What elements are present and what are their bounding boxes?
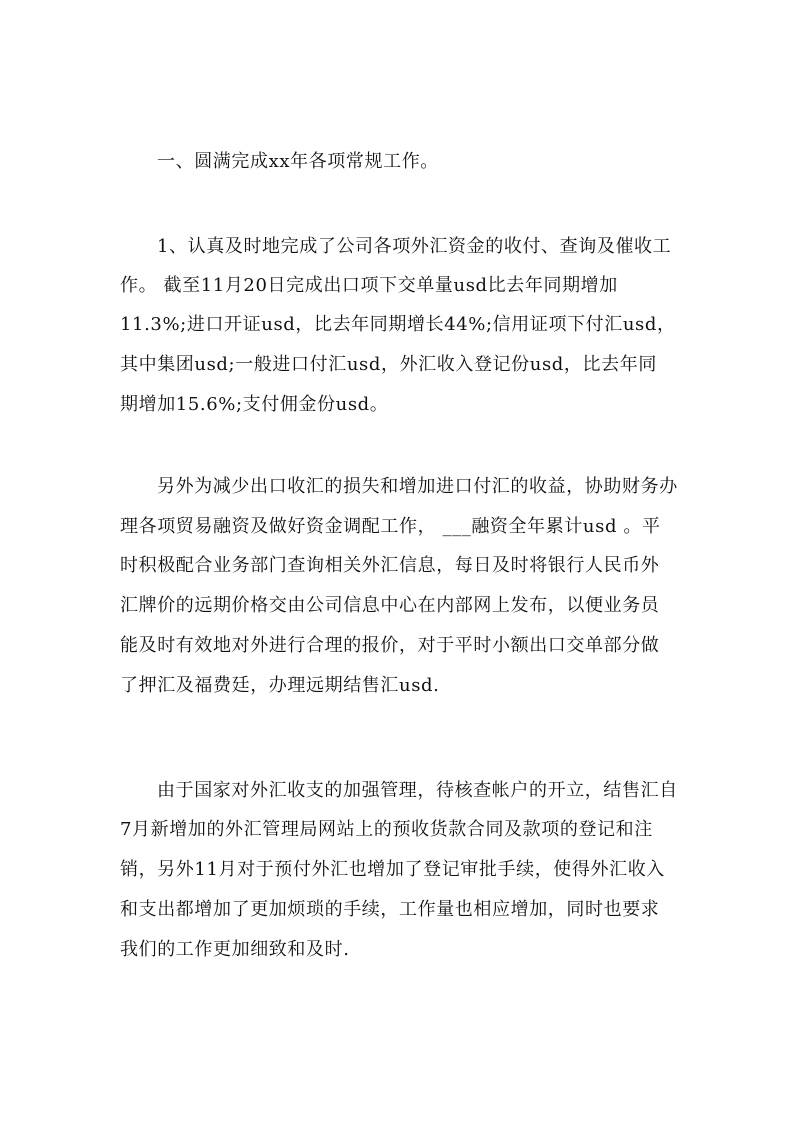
- paragraph-line: 能及时有效地对外进行合理的报价，对于平时小额出口交单部分做: [120, 635, 660, 656]
- section-heading: 一、圆满完成xx年各项常规工作。: [157, 151, 439, 172]
- paragraph-line: 我们的工作更加细致和及时.: [120, 939, 350, 960]
- paragraph-line: 另外为减少出口收汇的损失和增加进口付汇的收益，协助财务办: [157, 476, 678, 497]
- paragraph-line: 和支出都增加了更加烦琐的手续，工作量也相应增加，同时也要求: [120, 899, 660, 920]
- paragraph-line: 了押汇及福费廷，办理远期结售汇usd.: [120, 675, 440, 696]
- paragraph-line: 销，另外11月对于预付外汇也增加了登记审批手续，使得外汇收入: [120, 859, 665, 880]
- paragraph-line: 11.3%;进口开证usd，比去年同期增长44%;信用证项下付汇usd，: [120, 314, 676, 335]
- paragraph-line: 作。 截至11月20日完成出口项下交单量usd比去年同期增加: [120, 275, 618, 296]
- paragraph-line: 由于国家对外汇收支的加强管理，待核查帐户的开立，结售汇自: [157, 780, 678, 801]
- paragraph-line: 其中集团usd;一般进口付汇usd，外汇收入登记份usd，比去年同: [120, 354, 657, 375]
- paragraph-line: 理各项贸易融资及做好资金调配工作， ___融资全年累计usd 。平: [120, 516, 661, 537]
- paragraph-line: 时积极配合业务部门查询相关外汇信息，每日及时将银行人民币外: [120, 555, 660, 576]
- paragraph-line: 期增加15.6%;支付佣金份usd。: [120, 394, 389, 415]
- paragraph-line: 7月新增加的外汇管理局网站上的预收货款合同及款项的登记和注: [120, 819, 653, 840]
- paragraph-line: 1、认真及时地完成了公司各项外汇资金的收付、查询及催收工: [157, 236, 672, 257]
- paragraph-line: 汇牌价的远期价格交由公司信息中心在内部网上发布，以便业务员: [120, 595, 660, 616]
